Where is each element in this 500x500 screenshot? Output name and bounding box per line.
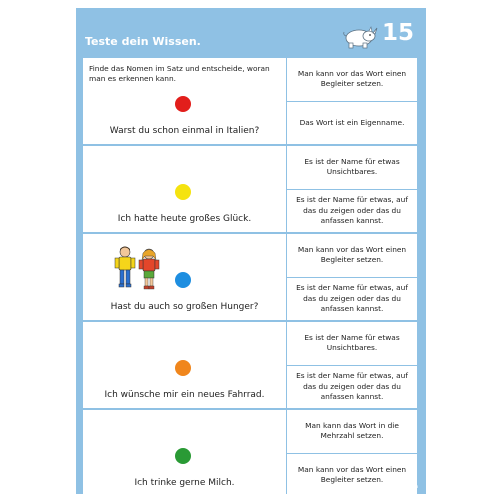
exercise-row-3 — [83, 234, 417, 320]
answer-option[interactable]: Man kann vor das Wort einen Begleiter setzen. — [287, 454, 417, 497]
answer-option[interactable]: Es ist der Name für etwas Unsichtbares. — [287, 146, 417, 189]
answer-option[interactable]: Es ist der Name für etwas, auf das du zeigen oder das du anfassen kannst. — [287, 190, 417, 233]
answer-column — [287, 234, 417, 320]
marker-dot[interactable] — [175, 448, 191, 464]
answer-option[interactable]: Man kann vor das Wort einen Begleiter setzen. — [287, 58, 417, 101]
rhino-icon — [338, 22, 378, 50]
instruction-text: Finde das Nomen im Satz und entscheide, woran man es erkennen kann. — [89, 64, 270, 84]
footer-series-label: LOGICO-Set PICCOLO — [84, 484, 141, 490]
card-title: Teste dein Wissen. — [85, 35, 201, 48]
sentence-panel — [83, 146, 286, 232]
answer-option[interactable]: Es ist der Name für etwas, auf das du zeigen oder das du anfassen kannst. — [287, 278, 417, 321]
exercise-rows — [83, 58, 417, 496]
sentence-text: Warst du schon einmal in Italien? — [109, 126, 260, 136]
answer-column — [287, 322, 417, 408]
answer-option[interactable]: Es ist der Name für etwas, auf das du zeigen oder das du anfassen kannst. — [287, 366, 417, 409]
sentence-panel — [83, 322, 286, 408]
answer-option[interactable]: Es ist der Name für etwas Unsichtbares. — [287, 322, 417, 365]
exercise-card — [76, 8, 426, 494]
answer-option[interactable]: Man kann vor das Wort einen Begleiter setzen. — [287, 234, 417, 277]
answer-column — [287, 58, 417, 144]
sentence-text: Hast du auch so großen Hunger? — [110, 302, 259, 312]
marker-dot[interactable] — [175, 360, 191, 376]
children-icon — [107, 244, 167, 294]
sentence-text: Ich hatte heute großes Glück. — [117, 214, 252, 224]
exercise-row-2 — [83, 146, 417, 232]
sentence-panel — [83, 58, 286, 144]
sentence-text: Ich wünsche mir ein neues Fahrrad. — [104, 390, 265, 400]
marker-dot[interactable] — [175, 272, 191, 288]
answer-option[interactable]: Man kann das Wort in die Mehrzahl setzen. — [287, 410, 417, 453]
exercise-row-1 — [83, 58, 417, 144]
answer-column — [287, 146, 417, 232]
sentence-panel — [83, 234, 286, 320]
marker-dot[interactable] — [175, 184, 191, 200]
footer-product-label: 3370 · Großschreibung in kleinen Schritten — [304, 484, 418, 490]
page-number: 15 — [382, 20, 415, 46]
marker-dot[interactable] — [175, 96, 191, 112]
answer-option[interactable]: Das Wort ist ein Eigenname. — [287, 102, 417, 145]
exercise-row-4 — [83, 322, 417, 408]
sentence-text: Ich trinke gerne Milch. — [134, 478, 235, 488]
